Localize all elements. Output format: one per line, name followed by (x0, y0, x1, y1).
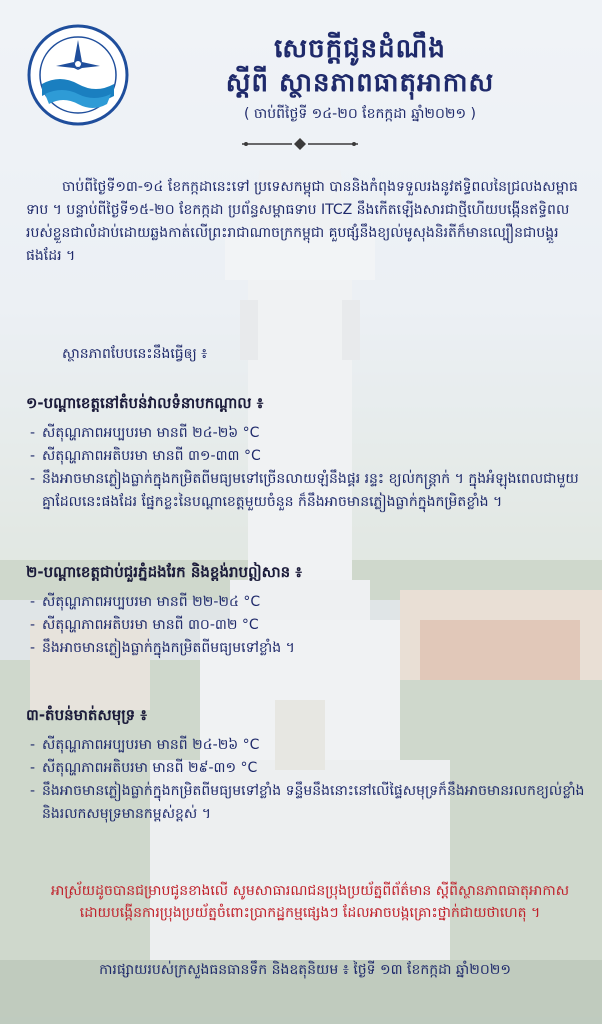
bullet-item: - សីតុណ្ហភាពអប្បបរមា មានពី ២៤-២៦ °C (26, 734, 586, 757)
bullet-item: - សីតុណ្ហភាពអប្បបរមា មានពី ២៤-២៦ °C (26, 422, 586, 445)
section-heading: ១-បណ្តាខេត្តនៅតំបន់វាលទំនាបកណ្តាល ៖ (26, 394, 264, 412)
section-coastal (26, 706, 586, 826)
bullet-item: - នឹងអាចមានភ្លៀងធ្លាក់ក្នុងកម្រិតពីមធ្យមទៅខ្លាំង ។ (26, 637, 586, 660)
ministry-compass-wave-logo-icon (27, 24, 129, 126)
ornament-divider-icon (240, 136, 360, 152)
footer-source-date: ការផ្សាយរបស់ក្រសួងធនធានទឹក និងឧតុនិយម ៖ ថ្ងៃទី ១៣ ខែកក្កដា ឆ្នាំ២០២១ (99, 962, 511, 978)
intro-paragraph: ចាប់ពីថ្ងៃទី១៣-១៤ ខែកក្កដានេះទៅ ប្រទេសកម្ពុជា បាននិងកំពុងទទួលរងនូវឥទ្ធិពលនៃជ្រលងសម្ពាធទាប ។ បន្ទាប់ពីថ្ងៃទី១៥-២០ ខែកក្កដា ប្រព័ន្ធសម្ពាធទាប ITCZ នឹងកើតឡើងសារជាថ្មីហើយបង្កើនឥទ្ធិពលរបស់ខ្លួនជាលំដាប់ដោយឆ្លងកាត់លើព្រះរាជាណាចក្រកម្ពុជា គួបផ្សំនឹងខ្យល់មូសុងនិរតីក៏មានល្បឿនជាបង្គួរផងដែរ ។ (26, 179, 578, 264)
section-heading: ២-បណ្តាខេត្តជាប់ជួរភ្នំដងរែក និងខ្ពង់រាបឦសាន ៖ (26, 563, 302, 581)
bullet-item: - សីតុណ្ហភាពអប្បបរមា មានពី ២២-២៤ °C (26, 591, 586, 614)
bullet-item: - នឹងអាចមានភ្លៀងធ្លាក់ក្នុងកម្រិតពីមធ្យមទៅច្រើនលាយឡំនឹងផ្គរ រន្ទះ ខ្យល់កន្ត្រាក់ ។ ក្នុងអំឡុងពេលជាមួយគ្នាដែលនេះផងដែរ ផ្នែកខ្លះនៃបណ្តាខេត្តមួយចំនួន ក៏នឹងអាចមានភ្លៀងធ្លាក់ក្នុងកម្រិតខ្លាំង ។ (26, 468, 586, 514)
lead-sentence: ស្ថានភាពបែបនេះនឹងធ្វើឲ្យ ៖ (62, 346, 208, 362)
section-heading: ៣-តំបន់មាត់សមុទ្រ ៖ (26, 706, 148, 724)
warning-notice: អាស្រ័យដូចបានជម្រាបជូនខាងលើ សូមសាធារណជនប្រុងប្រយ័ត្នពីព័ត៌មាន ស្តីពីស្ថានភាពធាតុអាកាស ដោយបង្កើនការប្រុងប្រយ័ត្នចំពោះប្រាកដ្ឋកម្មផ្សេងៗ ដែលអាចបង្កគ្រោះថ្នាក់ជាយថាហេតុ ។ (50, 883, 570, 921)
section-mountain-plateau (26, 563, 586, 660)
title-line-2: ស្តីពី ស្ថានភាពធាតុអាកាស (225, 68, 495, 98)
title-line-1: សេចក្តីជូនដំណឹង (274, 34, 446, 64)
bullet-item: - សីតុណ្ហភាពអតិបរមា មានពី ៣០-៣២ °C (26, 614, 586, 637)
bullet-item: - នឹងអាចមានភ្លៀងធ្លាក់ក្នុងកម្រិតពីមធ្យមទៅខ្លាំង ទន្ទឹមនឹងនោះនៅលើផ្ទៃសមុទ្រក៏នឹងអាចមានរលកខ្យល់ខ្លាំង និងរលកសមុទ្រមានកម្ពស់ខ្ពស់ ។ (26, 780, 586, 826)
section-central-plain (26, 394, 586, 514)
date-range: ( ចាប់ពីថ្ងៃទី ១៤-២០ ខែកក្កដា ឆ្នាំ២០២១ ) (243, 106, 477, 122)
bullet-item: - សីតុណ្ហភាពអតិបរមា មានពី ២៩-៣១ °C (26, 757, 586, 780)
bullet-item: - សីតុណ្ហភាពអតិបរមា មានពី ៣១-៣៣ °C (26, 445, 586, 468)
